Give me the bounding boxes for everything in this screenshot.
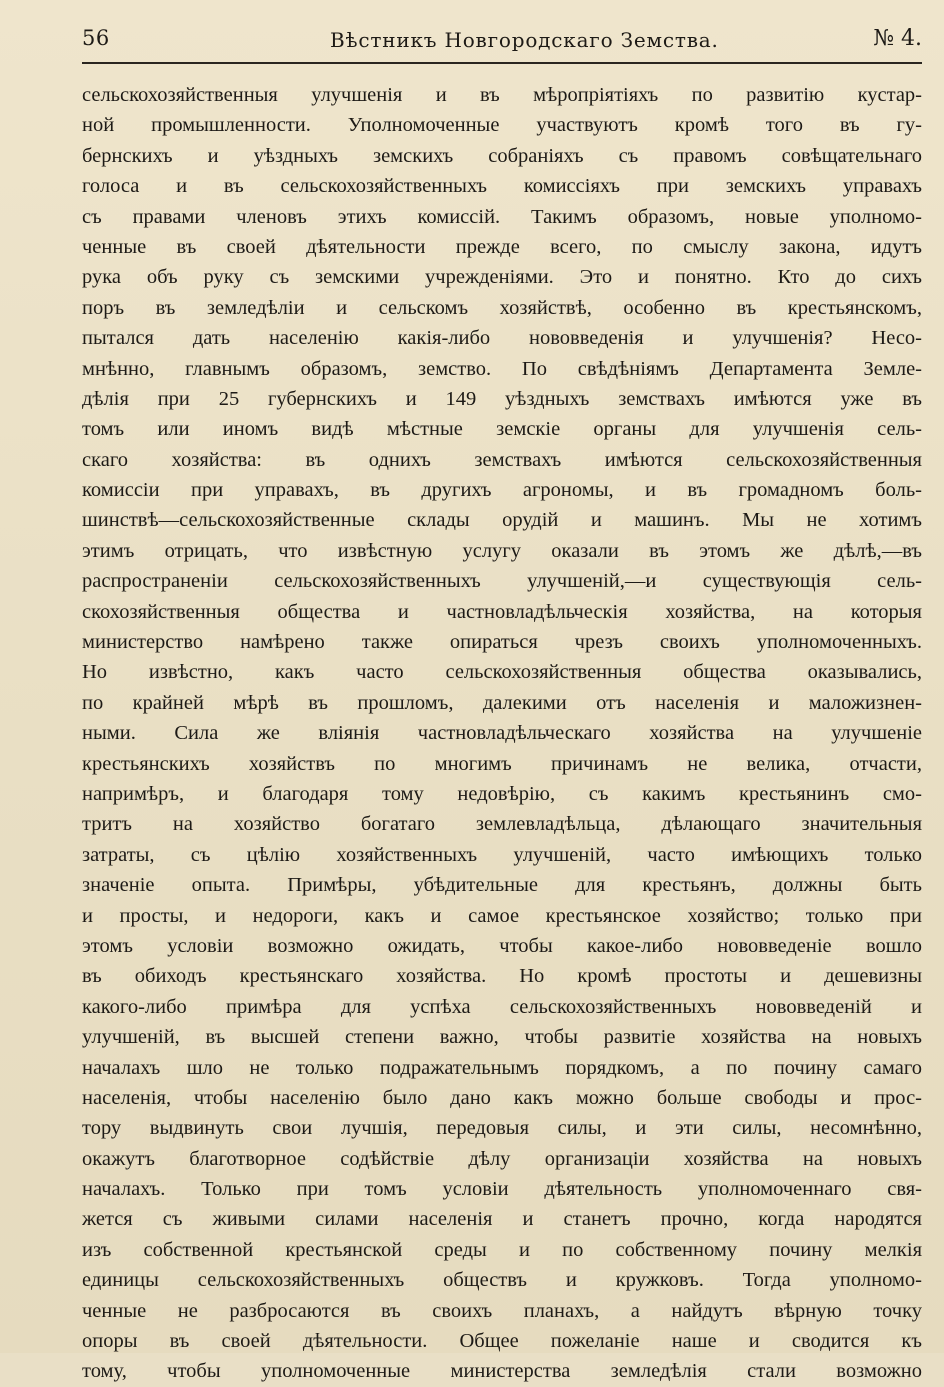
text-line: шинствѣ—сельскохозяйственные склады орудій и машинъ. Мы не хотимъ — [82, 509, 922, 532]
page-number: 56 — [82, 26, 110, 50]
text-line: въ обиходъ крестьянскаго хозяйства. Но кромѣ простоты и дешевизны — [82, 965, 922, 988]
text-line: сельскохозяйственныя улучшенія и въ мѣропріятіяхъ по развитію кустар- — [82, 84, 922, 106]
text-line: жется съ живыми силами населенія и станетъ прочно, когда народятся — [82, 1208, 922, 1231]
text-line: улучшеній, въ высшей степени важно, чтобы развитіе хозяйства на новыхъ — [82, 1026, 922, 1049]
text-line: началахъ. Только при томъ условіи дѣятельность уполномоченнаго свя- — [82, 1178, 922, 1201]
text-line: голоса и въ сельскохозяйственныхъ комиссіяхъ при земскихъ управахъ — [82, 175, 922, 198]
text-line: скаго хозяйства: въ однихъ земствахъ имѣются сельскохозяйственныя — [82, 448, 922, 471]
text-line: рука объ руку съ земскими учрежденіями. Это и понятно. Кто до сихъ — [82, 266, 922, 289]
text-line: напримѣръ, и благодаря тому недовѣрію, съ какимъ крестьянинъ смо- — [82, 782, 922, 805]
text-line: томъ или иномъ видѣ мѣстные земскіе органы для улучшенія сель- — [82, 418, 922, 441]
page-header — [82, 26, 924, 60]
text-line: ными. Сила же вліянія частновладѣльческаго хозяйства на улучшеніе — [82, 722, 922, 745]
text-line: изъ собственной крестьянской среды и по собственному почину мелкія — [82, 1238, 922, 1261]
text-line: поръ въ земледѣліи и сельскомъ хозяйствѣ, особенно въ крестьянскомъ, — [82, 296, 922, 319]
text-line: крестьянскихъ хозяйствъ по многимъ причинамъ не велика, отчасти, — [82, 752, 922, 775]
text-line: значеніе опыта. Примѣры, убѣдительные для крестьянъ, должны быть — [82, 874, 922, 897]
text-line: единицы сельскохозяйственныхъ обществъ и кружковъ. Тогда уполномо- — [82, 1269, 922, 1292]
body-text — [82, 80, 922, 1387]
issue-number: № 4. — [873, 26, 922, 51]
text-line: мнѣнно, главнымъ образомъ, земство. По свѣдѣніямъ Департамента Земле- — [82, 357, 922, 380]
text-line: и просты, и недороги, какъ и самое крестьянское хозяйство; только при — [82, 904, 922, 927]
text-line: распространеніи сельскохозяйственныхъ улучшеній,—и существующія сель- — [82, 570, 922, 593]
text-line: пытался дать населенію какія-либо нововведенія и улучшенія? Несо- — [82, 327, 922, 350]
text-line: какого-либо примѣра для успѣха сельскохозяйственныхъ нововведеній и — [82, 995, 922, 1018]
text-line: ченные не разбросаются въ своихъ планахъ, а найдутъ вѣрную точку — [82, 1299, 922, 1322]
text-line: по крайней мѣрѣ въ прошломъ, далекими отъ населенія и маложизнен- — [82, 691, 922, 714]
text-line: бернскихъ и уѣздныхъ земскихъ собраніяхъ съ правомъ совѣщательнаго — [82, 144, 922, 167]
text-line: этимъ отрицать, что извѣстную услугу оказали въ этомъ же дѣлѣ,—въ — [82, 539, 922, 562]
text-line: ченные въ своей дѣятельности прежде всего, по смыслу закона, идутъ — [82, 235, 922, 258]
header-rule — [82, 62, 922, 64]
text-line: началахъ шло не только подражательнымъ порядкомъ, а по почину самаго — [82, 1056, 922, 1079]
text-line: комиссіи при управахъ, въ другихъ агрономы, и въ громадномъ боль- — [82, 479, 922, 502]
text-line: съ правами членовъ этихъ комиссій. Такимъ образомъ, новые уполномо- — [82, 205, 922, 228]
text-line: тору выдвинуть свои лучшія, передовыя силы, и эти силы, несомнѣнно, — [82, 1117, 922, 1140]
text-line: дѣлія при 25 губернскихъ и 149 уѣздныхъ земствахъ имѣются уже въ — [82, 387, 922, 410]
text-line: тритъ на хозяйство богатаго землевладѣльца, дѣлающаго значительныя — [82, 813, 922, 836]
text-line: тому, чтобы уполномоченные министерства земледѣлія стали возможно — [82, 1360, 922, 1383]
text-line: населенія, чтобы населенію было дано какъ можно больше свободы и прос- — [82, 1086, 922, 1109]
text-line: министерство намѣрено также опираться чрезъ своихъ уполномоченныхъ. — [82, 631, 922, 654]
running-title: Вѣстникъ Новгородскаго Земства. — [330, 28, 719, 52]
text-line: Но извѣстно, какъ часто сельскохозяйственныя общества оказывались, — [82, 661, 922, 684]
text-line: окажутъ благотворное содѣйствіе дѣлу организаціи хозяйства на новыхъ — [82, 1147, 922, 1170]
text-line: опоры въ своей дѣятельности. Общее пожеланіе наше и сводится къ — [82, 1330, 922, 1353]
text-line: скохозяйственныя общества и частновладѣльческія хозяйства, на которыя — [82, 600, 922, 623]
text-line: этомъ условіи возможно ожидать, чтобы какое-либо нововведеніе вошло — [82, 934, 922, 957]
text-line: ной промышленности. Уполномоченные участвуютъ кромѣ того въ гу- — [82, 114, 922, 137]
text-line: затраты, съ цѣлію хозяйственныхъ улучшеній, часто имѣющихъ только — [82, 843, 922, 866]
